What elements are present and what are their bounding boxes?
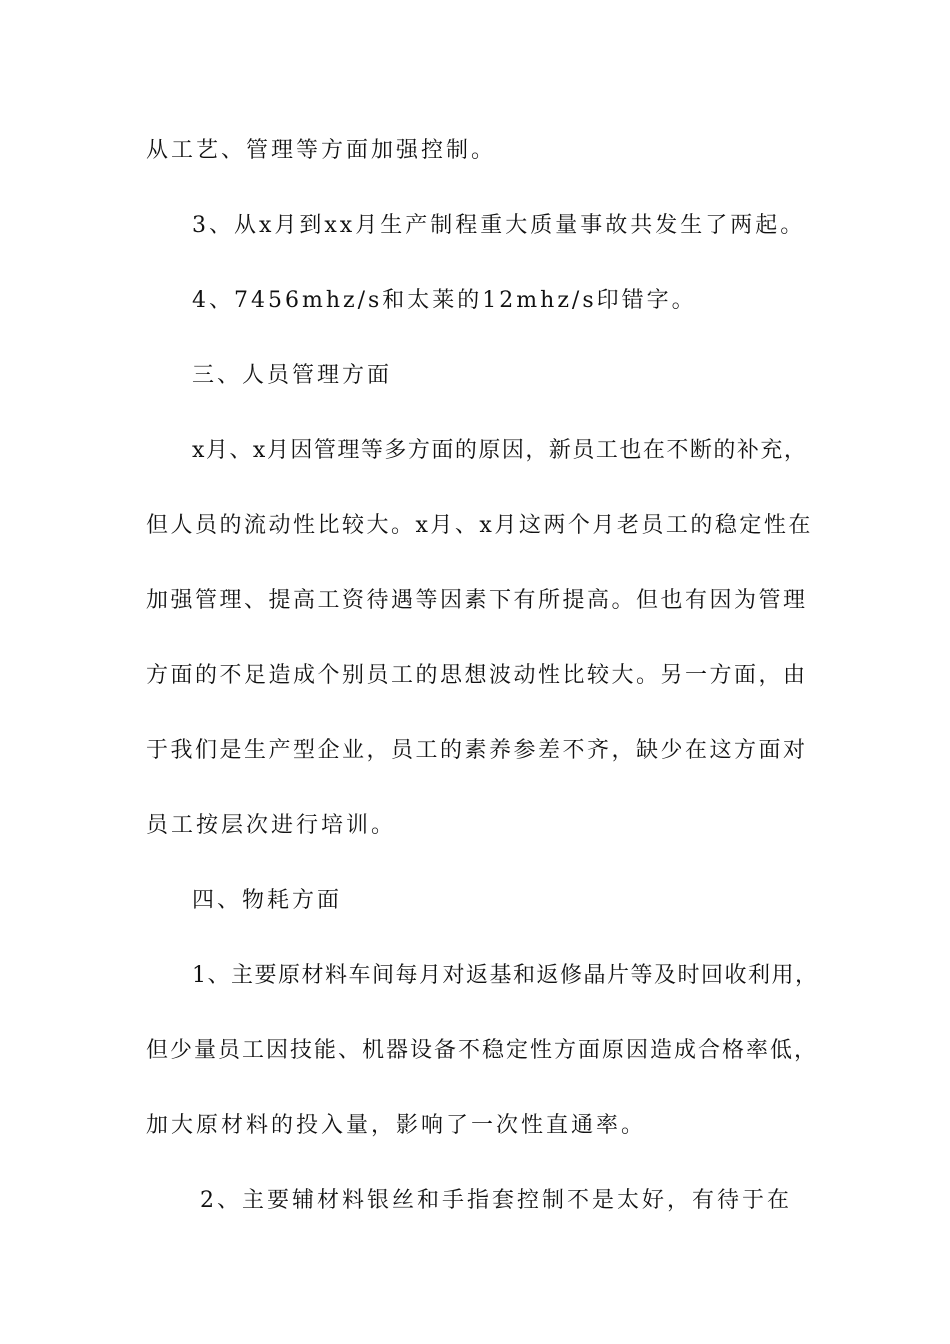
text-line: 3、从x月到xx月生产制程重大质量事故共发生了两起。 — [192, 213, 806, 238]
text-line: 1、主要原材料车间每月对返基和返修晶片等及时回收利用， — [192, 963, 819, 988]
text-line: 员工按层次进行培训。 — [146, 813, 397, 838]
text-line: 2、主要辅材料银丝和手指套控制不是太好，有待于在 — [200, 1188, 792, 1213]
text-line: 加强管理、提高工资待遇等因素下有所提高。但也有因为管理 — [146, 588, 808, 613]
text-line: x月、x月因管理等多方面的原因，新员工也在不断的补充， — [192, 438, 808, 463]
section-heading: 三、人员管理方面 — [192, 363, 393, 388]
section-heading: 四、物耗方面 — [192, 888, 343, 913]
text-line: 于我们是生产型企业，员工的素养参差不齐，缺少在这方面对 — [146, 738, 808, 763]
text-line: 加大原材料的投入量，影响了一次性直通率。 — [146, 1113, 647, 1138]
text-line: 但人员的流动性比较大。x月、x月这两个月老员工的稳定性在 — [146, 513, 813, 538]
text-line: 4、7456mhz/s和太莱的12mhz/s印错字。 — [192, 288, 697, 313]
text-line: 从工艺、管理等方面加强控制。 — [146, 138, 497, 163]
text-line: 方面的不足造成个别员工的思想波动性比较大。另一方面，由 — [146, 663, 808, 688]
text-line: 但少量员工因技能、机器设备不稳定性方面原因造成合格率低， — [146, 1038, 819, 1063]
